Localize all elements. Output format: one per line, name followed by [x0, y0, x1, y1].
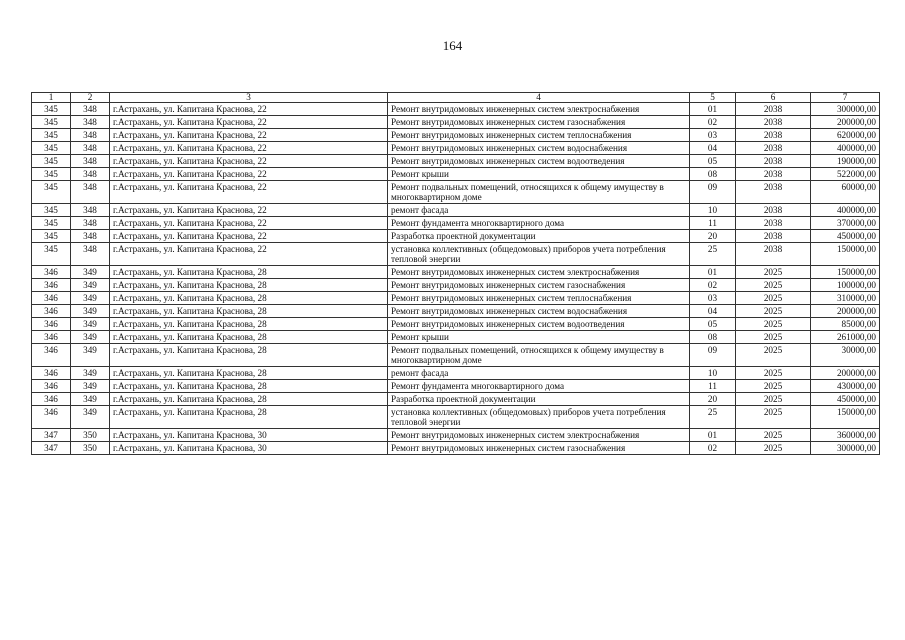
row-index-cell: 345 — [32, 243, 71, 266]
cost-cell: 310000,00 — [811, 292, 880, 305]
work-code-cell: 09 — [690, 344, 736, 367]
work-type-cell: Ремонт подвальных помещений, относящихся к общему имуществу в многоквартирном доме — [388, 181, 690, 204]
work-type-cell: ремонт фасада — [388, 204, 690, 217]
table-row — [32, 116, 880, 129]
column-header: 5 — [690, 93, 736, 103]
house-number-cell: 349 — [71, 331, 110, 344]
column-header: 4 — [388, 93, 690, 103]
work-type-cell: Ремонт внутридомовых инженерных систем электроснабжения — [388, 266, 690, 279]
table-header-row — [32, 93, 880, 103]
address-cell: г.Астрахань, ул. Капитана Краснова, 22 — [110, 116, 388, 129]
house-number-cell: 349 — [71, 279, 110, 292]
year-cell: 2025 — [736, 318, 811, 331]
row-index-cell: 345 — [32, 217, 71, 230]
column-header: 1 — [32, 93, 71, 103]
column-header: 7 — [811, 93, 880, 103]
address-cell: г.Астрахань, ул. Капитана Краснова, 28 — [110, 331, 388, 344]
house-number-cell: 349 — [71, 305, 110, 318]
work-type-cell: Ремонт крыши — [388, 168, 690, 181]
column-header: 3 — [110, 93, 388, 103]
year-cell: 2025 — [736, 380, 811, 393]
house-number-cell: 349 — [71, 344, 110, 367]
table-row — [32, 429, 880, 442]
table-row — [32, 406, 880, 429]
work-code-cell: 09 — [690, 181, 736, 204]
work-code-cell: 04 — [690, 305, 736, 318]
row-index-cell: 345 — [32, 168, 71, 181]
year-cell: 2025 — [736, 292, 811, 305]
house-number-cell: 350 — [71, 442, 110, 455]
work-code-cell: 01 — [690, 429, 736, 442]
year-cell: 2038 — [736, 116, 811, 129]
house-number-cell: 348 — [71, 155, 110, 168]
work-code-cell: 05 — [690, 318, 736, 331]
house-number-cell: 348 — [71, 204, 110, 217]
address-cell: г.Астрахань, ул. Капитана Краснова, 28 — [110, 266, 388, 279]
table-row — [32, 266, 880, 279]
year-cell: 2025 — [736, 266, 811, 279]
year-cell: 2025 — [736, 406, 811, 429]
column-header: 2 — [71, 93, 110, 103]
row-index-cell: 346 — [32, 279, 71, 292]
address-cell: г.Астрахань, ул. Капитана Краснова, 22 — [110, 230, 388, 243]
address-cell: г.Астрахань, ул. Капитана Краснова, 22 — [110, 129, 388, 142]
address-cell: г.Астрахань, ул. Капитана Краснова, 28 — [110, 318, 388, 331]
work-code-cell: 20 — [690, 230, 736, 243]
address-cell: г.Астрахань, ул. Капитана Краснова, 28 — [110, 380, 388, 393]
row-index-cell: 345 — [32, 142, 71, 155]
house-number-cell: 348 — [71, 230, 110, 243]
work-type-cell: Ремонт внутридомовых инженерных систем электроснабжения — [388, 429, 690, 442]
cost-cell: 150000,00 — [811, 243, 880, 266]
house-number-cell: 348 — [71, 217, 110, 230]
year-cell: 2025 — [736, 331, 811, 344]
work-code-cell: 10 — [690, 204, 736, 217]
cost-cell: 400000,00 — [811, 142, 880, 155]
house-number-cell: 349 — [71, 393, 110, 406]
work-code-cell: 02 — [690, 279, 736, 292]
cost-cell: 300000,00 — [811, 103, 880, 116]
work-type-cell: установка коллективных (общедомовых) приборов учета потребления тепловой энергии — [388, 406, 690, 429]
year-cell: 2038 — [736, 129, 811, 142]
work-type-cell: Ремонт внутридомовых инженерных систем газоснабжения — [388, 116, 690, 129]
cost-cell: 60000,00 — [811, 181, 880, 204]
work-type-cell: Ремонт внутридомовых инженерных систем электроснабжения — [388, 103, 690, 116]
address-cell: г.Астрахань, ул. Капитана Краснова, 22 — [110, 168, 388, 181]
cost-cell: 100000,00 — [811, 279, 880, 292]
house-number-cell: 349 — [71, 292, 110, 305]
cost-cell: 620000,00 — [811, 129, 880, 142]
cost-cell: 450000,00 — [811, 230, 880, 243]
column-header: 6 — [736, 93, 811, 103]
house-number-cell: 348 — [71, 103, 110, 116]
address-cell: г.Астрахань, ул. Капитана Краснова, 22 — [110, 204, 388, 217]
house-number-cell: 348 — [71, 181, 110, 204]
house-number-cell: 349 — [71, 367, 110, 380]
table-row — [32, 318, 880, 331]
work-code-cell: 05 — [690, 155, 736, 168]
table-row — [32, 217, 880, 230]
row-index-cell: 346 — [32, 393, 71, 406]
cost-cell: 370000,00 — [811, 217, 880, 230]
table-row — [32, 204, 880, 217]
work-code-cell: 02 — [690, 116, 736, 129]
address-cell: г.Астрахань, ул. Капитана Краснова, 28 — [110, 393, 388, 406]
work-code-cell: 01 — [690, 103, 736, 116]
table-row — [32, 305, 880, 318]
cost-cell: 150000,00 — [811, 406, 880, 429]
work-type-cell: Ремонт внутридомовых инженерных систем теплоснабжения — [388, 292, 690, 305]
work-type-cell: Ремонт внутридомовых инженерных систем газоснабжения — [388, 442, 690, 455]
row-index-cell: 347 — [32, 429, 71, 442]
cost-cell: 261000,00 — [811, 331, 880, 344]
table-row — [32, 155, 880, 168]
table-row — [32, 168, 880, 181]
row-index-cell: 346 — [32, 406, 71, 429]
address-cell: г.Астрахань, ул. Капитана Краснова, 22 — [110, 181, 388, 204]
year-cell: 2025 — [736, 429, 811, 442]
house-number-cell: 348 — [71, 168, 110, 181]
row-index-cell: 346 — [32, 344, 71, 367]
table-body — [32, 103, 880, 455]
year-cell: 2025 — [736, 442, 811, 455]
year-cell: 2038 — [736, 181, 811, 204]
row-index-cell: 345 — [32, 103, 71, 116]
cost-cell: 360000,00 — [811, 429, 880, 442]
table-row — [32, 142, 880, 155]
address-cell: г.Астрахань, ул. Капитана Краснова, 28 — [110, 305, 388, 318]
year-cell: 2038 — [736, 204, 811, 217]
row-index-cell: 345 — [32, 230, 71, 243]
work-type-cell: Разработка проектной документации — [388, 230, 690, 243]
work-code-cell: 20 — [690, 393, 736, 406]
row-index-cell: 346 — [32, 380, 71, 393]
address-cell: г.Астрахань, ул. Капитана Краснова, 28 — [110, 406, 388, 429]
work-code-cell: 03 — [690, 292, 736, 305]
address-cell: г.Астрахань, ул. Капитана Краснова, 28 — [110, 367, 388, 380]
address-cell: г.Астрахань, ул. Капитана Краснова, 30 — [110, 429, 388, 442]
work-code-cell: 08 — [690, 168, 736, 181]
address-cell: г.Астрахань, ул. Капитана Краснова, 22 — [110, 103, 388, 116]
work-type-cell: Ремонт внутридомовых инженерных систем водоснабжения — [388, 142, 690, 155]
row-index-cell: 346 — [32, 305, 71, 318]
cost-cell: 200000,00 — [811, 305, 880, 318]
table-row — [32, 380, 880, 393]
table-row — [32, 103, 880, 116]
cost-cell: 450000,00 — [811, 393, 880, 406]
year-cell: 2038 — [736, 243, 811, 266]
work-type-cell: Ремонт подвальных помещений, относящихся к общему имуществу в многоквартирном доме — [388, 344, 690, 367]
cost-cell: 200000,00 — [811, 116, 880, 129]
row-index-cell: 345 — [32, 204, 71, 217]
house-number-cell: 349 — [71, 406, 110, 429]
house-number-cell: 350 — [71, 429, 110, 442]
row-index-cell: 345 — [32, 116, 71, 129]
work-type-cell: Ремонт фундамента многоквартирного дома — [388, 217, 690, 230]
row-index-cell: 347 — [32, 442, 71, 455]
house-number-cell: 348 — [71, 116, 110, 129]
table-row — [32, 367, 880, 380]
work-code-cell: 25 — [690, 243, 736, 266]
year-cell: 2038 — [736, 230, 811, 243]
house-number-cell: 349 — [71, 318, 110, 331]
table-row — [32, 243, 880, 266]
work-type-cell: Ремонт внутридомовых инженерных систем водоотведения — [388, 155, 690, 168]
work-code-cell: 03 — [690, 129, 736, 142]
work-type-cell: ремонт фасада — [388, 367, 690, 380]
work-code-cell: 25 — [690, 406, 736, 429]
year-cell: 2038 — [736, 217, 811, 230]
cost-cell: 430000,00 — [811, 380, 880, 393]
repair-schedule-table — [31, 92, 880, 455]
cost-cell: 400000,00 — [811, 204, 880, 217]
table-row — [32, 331, 880, 344]
table-row — [32, 292, 880, 305]
year-cell: 2038 — [736, 168, 811, 181]
cost-cell: 85000,00 — [811, 318, 880, 331]
page-number: 164 — [442, 38, 463, 53]
row-index-cell: 346 — [32, 266, 71, 279]
house-number-cell: 349 — [71, 266, 110, 279]
work-type-cell: Ремонт фундамента многоквартирного дома — [388, 380, 690, 393]
work-type-cell: Ремонт внутридомовых инженерных систем водоотведения — [388, 318, 690, 331]
work-code-cell: 02 — [690, 442, 736, 455]
address-cell: г.Астрахань, ул. Капитана Краснова, 28 — [110, 279, 388, 292]
table-row — [32, 393, 880, 406]
row-index-cell: 346 — [32, 292, 71, 305]
work-type-cell: Разработка проектной документации — [388, 393, 690, 406]
table-row — [32, 181, 880, 204]
house-number-cell: 348 — [71, 129, 110, 142]
table-row — [32, 344, 880, 367]
work-code-cell: 01 — [690, 266, 736, 279]
table-row — [32, 230, 880, 243]
work-code-cell: 11 — [690, 380, 736, 393]
house-number-cell: 348 — [71, 142, 110, 155]
year-cell: 2025 — [736, 393, 811, 406]
row-index-cell: 345 — [32, 129, 71, 142]
address-cell: г.Астрахань, ул. Капитана Краснова, 30 — [110, 442, 388, 455]
row-index-cell: 346 — [32, 331, 71, 344]
cost-cell: 150000,00 — [811, 266, 880, 279]
address-cell: г.Астрахань, ул. Капитана Краснова, 22 — [110, 155, 388, 168]
year-cell: 2038 — [736, 155, 811, 168]
house-number-cell: 349 — [71, 380, 110, 393]
work-type-cell: Ремонт крыши — [388, 331, 690, 344]
work-type-cell: Ремонт внутридомовых инженерных систем теплоснабжения — [388, 129, 690, 142]
work-code-cell: 10 — [690, 367, 736, 380]
year-cell: 2038 — [736, 142, 811, 155]
address-cell: г.Астрахань, ул. Капитана Краснова, 28 — [110, 292, 388, 305]
work-type-cell: Ремонт внутридомовых инженерных систем газоснабжения — [388, 279, 690, 292]
work-code-cell: 08 — [690, 331, 736, 344]
work-type-cell: Ремонт внутридомовых инженерных систем водоснабжения — [388, 305, 690, 318]
cost-cell: 30000,00 — [811, 344, 880, 367]
table-row — [32, 442, 880, 455]
address-cell: г.Астрахань, ул. Капитана Краснова, 22 — [110, 243, 388, 266]
year-cell: 2025 — [736, 279, 811, 292]
year-cell: 2025 — [736, 344, 811, 367]
row-index-cell: 345 — [32, 155, 71, 168]
row-index-cell: 346 — [32, 318, 71, 331]
address-cell: г.Астрахань, ул. Капитана Краснова, 28 — [110, 344, 388, 367]
year-cell: 2025 — [736, 305, 811, 318]
work-type-cell: установка коллективных (общедомовых) приборов учета потребления тепловой энергии — [388, 243, 690, 266]
cost-cell: 300000,00 — [811, 442, 880, 455]
work-code-cell: 04 — [690, 142, 736, 155]
house-number-cell: 348 — [71, 243, 110, 266]
work-code-cell: 11 — [690, 217, 736, 230]
cost-cell: 200000,00 — [811, 367, 880, 380]
row-index-cell: 345 — [32, 181, 71, 204]
row-index-cell: 346 — [32, 367, 71, 380]
address-cell: г.Астрахань, ул. Капитана Краснова, 22 — [110, 217, 388, 230]
table-row — [32, 129, 880, 142]
table-row — [32, 279, 880, 292]
cost-cell: 522000,00 — [811, 168, 880, 181]
address-cell: г.Астрахань, ул. Капитана Краснова, 22 — [110, 142, 388, 155]
cost-cell: 190000,00 — [811, 155, 880, 168]
year-cell: 2025 — [736, 367, 811, 380]
year-cell: 2038 — [736, 103, 811, 116]
